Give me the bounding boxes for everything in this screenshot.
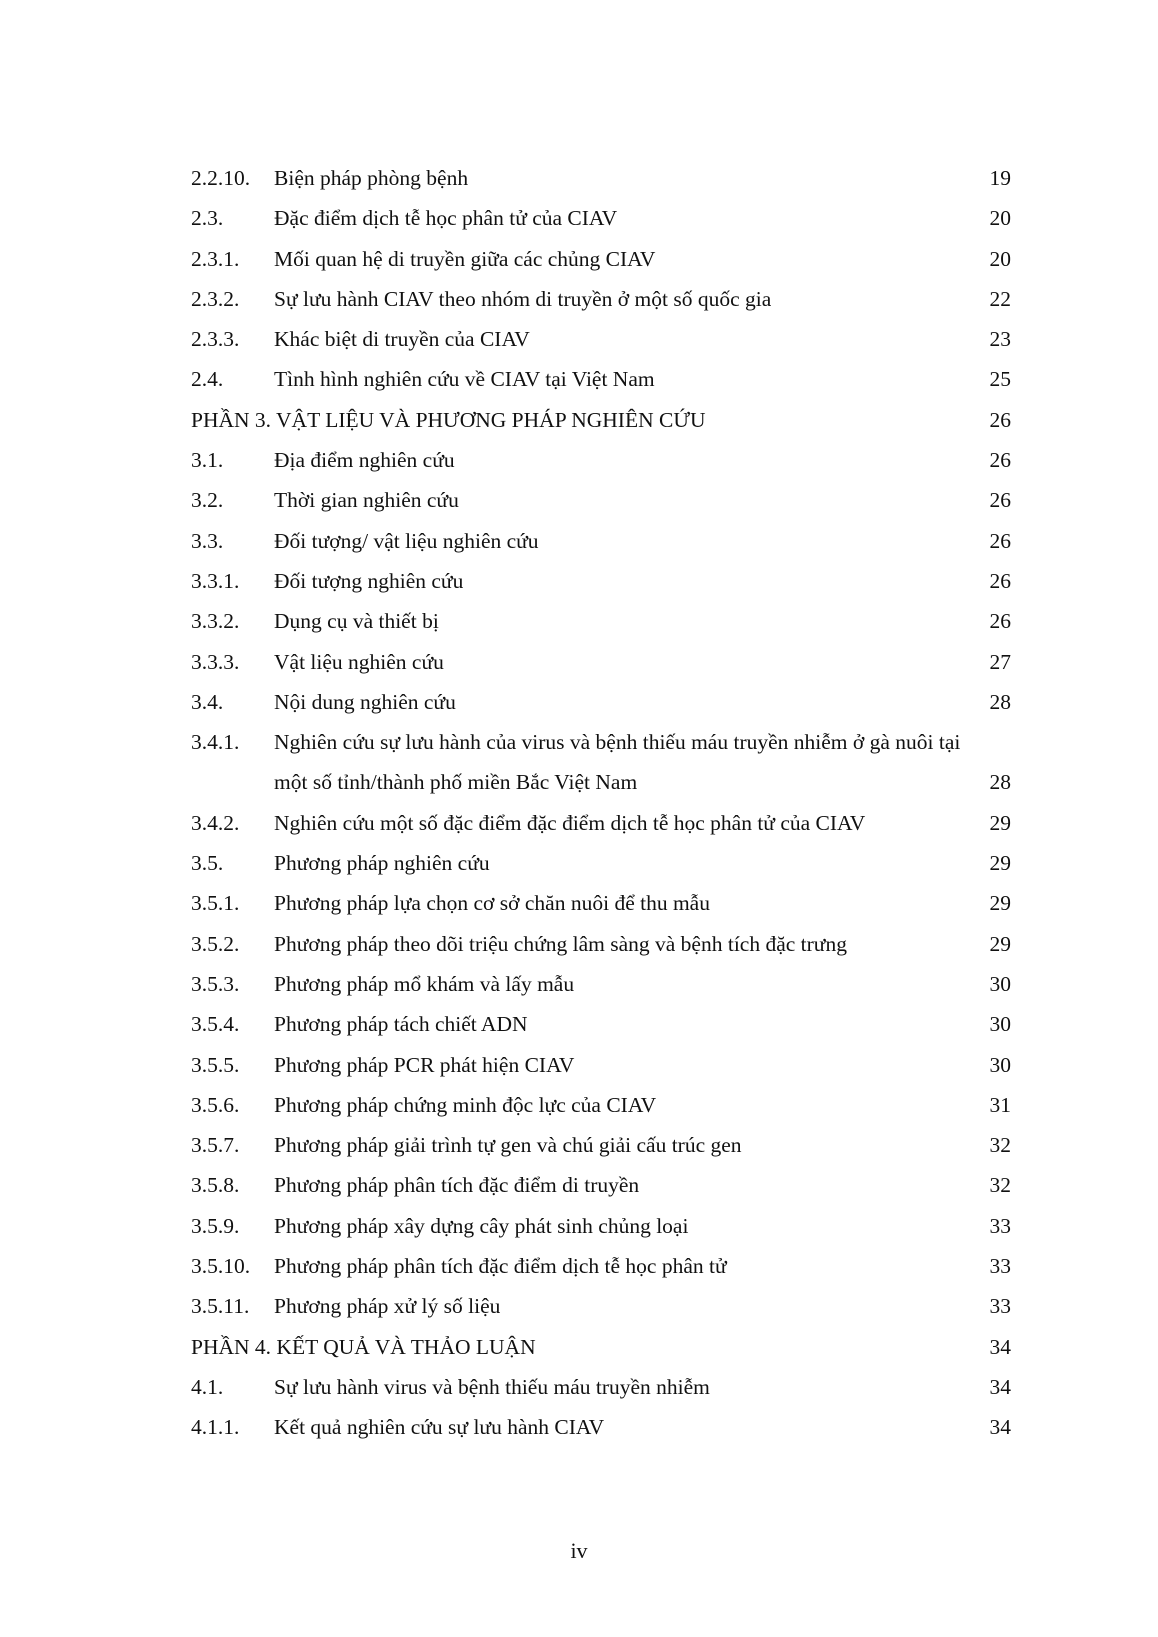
toc-entry[interactable] bbox=[191, 883, 1011, 923]
toc-entry-page: 33 bbox=[989, 1213, 1011, 1238]
toc-entry-title: Nghiên cứu sự lưu hành của virus và bệnh thiếu máu truyền nhiễm ở gà nuôi tại một số tỉnh/thành phố miền Bắc Việt Nam bbox=[274, 730, 961, 795]
toc-entry-title: Phương pháp mổ khám và lấy mẫu bbox=[274, 971, 575, 996]
toc-entry-page: 28 bbox=[989, 770, 1011, 795]
toc-entry-page: 33 bbox=[989, 1254, 1011, 1279]
toc-entry[interactable] bbox=[191, 1367, 1011, 1407]
toc-entry-title: Đặc điểm dịch tễ học phân tử của CIAV bbox=[274, 206, 618, 231]
toc-entry-title: Phương pháp theo dõi triệu chứng lâm sàng và bệnh tích đặc trưng bbox=[274, 931, 847, 956]
toc-entry[interactable] bbox=[191, 359, 1011, 399]
toc-entry[interactable] bbox=[191, 1165, 1011, 1205]
toc-entry-title: Đối tượng/ vật liệu nghiên cứu bbox=[274, 528, 539, 553]
toc-entry-page: 26 bbox=[989, 609, 1011, 634]
toc-entry-page: 30 bbox=[989, 971, 1011, 996]
toc-entry-title: Kết quả nghiên cứu sự lưu hành CIAV bbox=[274, 1415, 605, 1440]
toc-entry-page: 20 bbox=[989, 206, 1011, 231]
toc-entry-number: 3.5.7. bbox=[191, 1133, 240, 1158]
toc-entry[interactable] bbox=[191, 319, 1011, 359]
toc-entry-title: Khác biệt di truyền của CIAV bbox=[274, 327, 530, 352]
toc-entry-title: Phương pháp giải trình tự gen và chú giải cấu trúc gen bbox=[274, 1133, 742, 1158]
toc-entry-title: Phương pháp phân tích đặc điểm dịch tễ học phân tử bbox=[274, 1254, 727, 1279]
toc-entry-page: 22 bbox=[989, 286, 1011, 311]
toc-entry[interactable] bbox=[191, 1206, 1011, 1246]
toc-entry-number: 3.5.5. bbox=[191, 1052, 240, 1077]
toc-part-heading[interactable] bbox=[191, 1327, 1011, 1367]
toc-entry[interactable] bbox=[191, 480, 1011, 520]
toc-entry[interactable] bbox=[191, 722, 1011, 803]
toc-entry[interactable] bbox=[191, 1004, 1011, 1044]
toc-entry-number: 2.3.2. bbox=[191, 286, 240, 311]
toc-entry-title: Tình hình nghiên cứu về CIAV tại Việt Nam bbox=[274, 367, 655, 392]
toc-entry-number: 3.5.10. bbox=[191, 1254, 251, 1279]
toc-entry-page: 31 bbox=[989, 1092, 1011, 1117]
toc-entry-number: 3.5.4. bbox=[191, 1012, 240, 1037]
toc-entry[interactable] bbox=[191, 198, 1011, 238]
toc-entry-number: 2.2.10. bbox=[191, 166, 251, 190]
toc-entry-number: 3.3. bbox=[191, 528, 224, 553]
toc-entry-page: 29 bbox=[989, 851, 1011, 876]
toc-entry-page: 34 bbox=[989, 1334, 1011, 1359]
toc-entry-page: 32 bbox=[989, 1133, 1011, 1158]
toc-entry-page: 28 bbox=[989, 689, 1011, 714]
toc-entry-page: 20 bbox=[989, 246, 1011, 271]
toc-entry-title: Sự lưu hành CIAV theo nhóm di truyền ở một số quốc gia bbox=[274, 286, 772, 311]
toc-entry-page: 26 bbox=[989, 568, 1011, 593]
toc-entry[interactable] bbox=[191, 1085, 1011, 1125]
toc-entry-number: 2.3. bbox=[191, 206, 224, 231]
toc-entry[interactable] bbox=[191, 843, 1011, 883]
toc-entry-title: Phương pháp xử lý số liệu bbox=[274, 1294, 501, 1319]
toc-entry[interactable] bbox=[191, 239, 1011, 279]
toc-entry[interactable] bbox=[191, 521, 1011, 561]
toc-entry-number: 2.4. bbox=[191, 367, 224, 392]
toc-entry-number: 2.3.1. bbox=[191, 246, 240, 271]
toc-entry-number: 3.5. bbox=[191, 851, 224, 876]
toc-entry-title: Dụng cụ và thiết bị bbox=[274, 609, 439, 634]
toc-entry-title: PHẦN 3. VẬT LIỆU VÀ PHƯƠNG PHÁP NGHIÊN CỨU bbox=[191, 407, 706, 432]
toc-entry[interactable] bbox=[191, 440, 1011, 480]
toc-entry-page: 23 bbox=[989, 327, 1011, 352]
toc-entry-number: 3.4. bbox=[191, 689, 224, 714]
toc-entry-page: 19 bbox=[989, 166, 1011, 190]
toc-entry-number: 3.5.3. bbox=[191, 971, 240, 996]
toc-entry-number: 3.4.1. bbox=[191, 730, 240, 755]
toc-entry-page: 27 bbox=[989, 649, 1011, 674]
toc-entry-page: 26 bbox=[989, 488, 1011, 513]
toc-entry-number: 4.1.1. bbox=[191, 1415, 240, 1440]
toc-entry-number: 4.1. bbox=[191, 1374, 224, 1399]
toc-entry[interactable] bbox=[191, 1045, 1011, 1085]
toc-entry-page: 29 bbox=[989, 810, 1011, 835]
toc-entry-number: 3.3.2. bbox=[191, 609, 240, 634]
toc-entry-title: Phương pháp xây dựng cây phát sinh chủng loại bbox=[274, 1213, 689, 1238]
toc-entry-number: 2.3.3. bbox=[191, 327, 240, 352]
toc-entry-title: Phương pháp lựa chọn cơ sở chăn nuôi để thu mẫu bbox=[274, 891, 710, 916]
toc-entry-number: 3.5.1. bbox=[191, 891, 240, 916]
toc-entry[interactable] bbox=[191, 964, 1011, 1004]
toc-entry-number: 3.1. bbox=[191, 448, 224, 473]
toc-entry-page: 33 bbox=[989, 1294, 1011, 1319]
toc-entry[interactable] bbox=[191, 601, 1011, 641]
toc-entry-number: 3.5.2. bbox=[191, 931, 240, 956]
toc-entry-page: 26 bbox=[989, 448, 1011, 473]
toc-entry[interactable] bbox=[191, 642, 1011, 682]
toc-entry[interactable] bbox=[191, 158, 1011, 198]
toc-entry-number: 3.3.3. bbox=[191, 649, 240, 674]
toc-entry-number: 3.5.9. bbox=[191, 1213, 240, 1238]
toc-entry-title: Biện pháp phòng bệnh bbox=[274, 166, 469, 190]
toc-entry-number: 3.4.2. bbox=[191, 810, 240, 835]
toc-entry-title: Nội dung nghiên cứu bbox=[274, 689, 456, 714]
toc-entry-title: Vật liệu nghiên cứu bbox=[274, 649, 444, 674]
toc-entry-number: 3.5.6. bbox=[191, 1092, 240, 1117]
toc-entry[interactable] bbox=[191, 1246, 1011, 1286]
toc-entry-title: Đối tượng nghiên cứu bbox=[274, 568, 464, 593]
toc-entry-page: 30 bbox=[989, 1052, 1011, 1077]
toc-entry-title: Phương pháp PCR phát hiện CIAV bbox=[274, 1052, 575, 1077]
toc-entry-page: 26 bbox=[989, 528, 1011, 553]
toc-entry[interactable] bbox=[191, 803, 1011, 843]
toc-entry-number: 3.5.8. bbox=[191, 1173, 240, 1198]
toc-part-heading[interactable] bbox=[191, 400, 1011, 440]
toc-entry[interactable] bbox=[191, 924, 1011, 964]
toc-entry-page: 29 bbox=[989, 891, 1011, 916]
toc-entry-number: 3.2. bbox=[191, 488, 224, 513]
toc-entry-title: Sự lưu hành virus và bệnh thiếu máu truyền nhiễm bbox=[274, 1374, 710, 1399]
toc-entry-title: Phương pháp nghiên cứu bbox=[274, 851, 490, 876]
toc-entry-page: 34 bbox=[989, 1374, 1011, 1399]
toc-entry-title: Thời gian nghiên cứu bbox=[274, 488, 459, 513]
toc-entry-number: 3.5.11. bbox=[191, 1294, 250, 1319]
toc-entry-page: 32 bbox=[989, 1173, 1011, 1198]
toc-entry-title: PHẦN 4. KẾT QUẢ VÀ THẢO LUẬN bbox=[191, 1334, 536, 1359]
toc-entry[interactable] bbox=[191, 279, 1011, 319]
toc-entry[interactable] bbox=[191, 561, 1011, 601]
toc-entry-page: 34 bbox=[989, 1415, 1011, 1440]
toc-entry[interactable] bbox=[191, 1125, 1011, 1165]
toc-entry-title: Phương pháp chứng minh độc lực của CIAV bbox=[274, 1092, 657, 1117]
toc-entry[interactable] bbox=[191, 682, 1011, 722]
toc-entry-page: 30 bbox=[989, 1012, 1011, 1037]
toc-entry-title: Mối quan hệ di truyền giữa các chủng CIAV bbox=[274, 246, 656, 271]
table-of-contents bbox=[191, 158, 1011, 1448]
toc-entry-title: Phương pháp tách chiết ADN bbox=[274, 1012, 528, 1037]
toc-entry-number: 3.3.1. bbox=[191, 568, 240, 593]
toc-entry[interactable] bbox=[191, 1407, 1011, 1447]
toc-entry-page: 29 bbox=[989, 931, 1011, 956]
toc-entry-page: 26 bbox=[989, 407, 1011, 432]
toc-entry-title: Địa điểm nghiên cứu bbox=[274, 448, 455, 473]
toc-entry-page: 25 bbox=[989, 367, 1011, 392]
page-footer-number: iv bbox=[570, 1538, 588, 1563]
toc-entry-title: Nghiên cứu một số đặc điểm đặc điểm dịch tễ học phân tử của CIAV bbox=[274, 810, 866, 835]
toc-entry[interactable] bbox=[191, 1286, 1011, 1326]
toc-entry-title: Phương pháp phân tích đặc điểm di truyền bbox=[274, 1173, 640, 1198]
